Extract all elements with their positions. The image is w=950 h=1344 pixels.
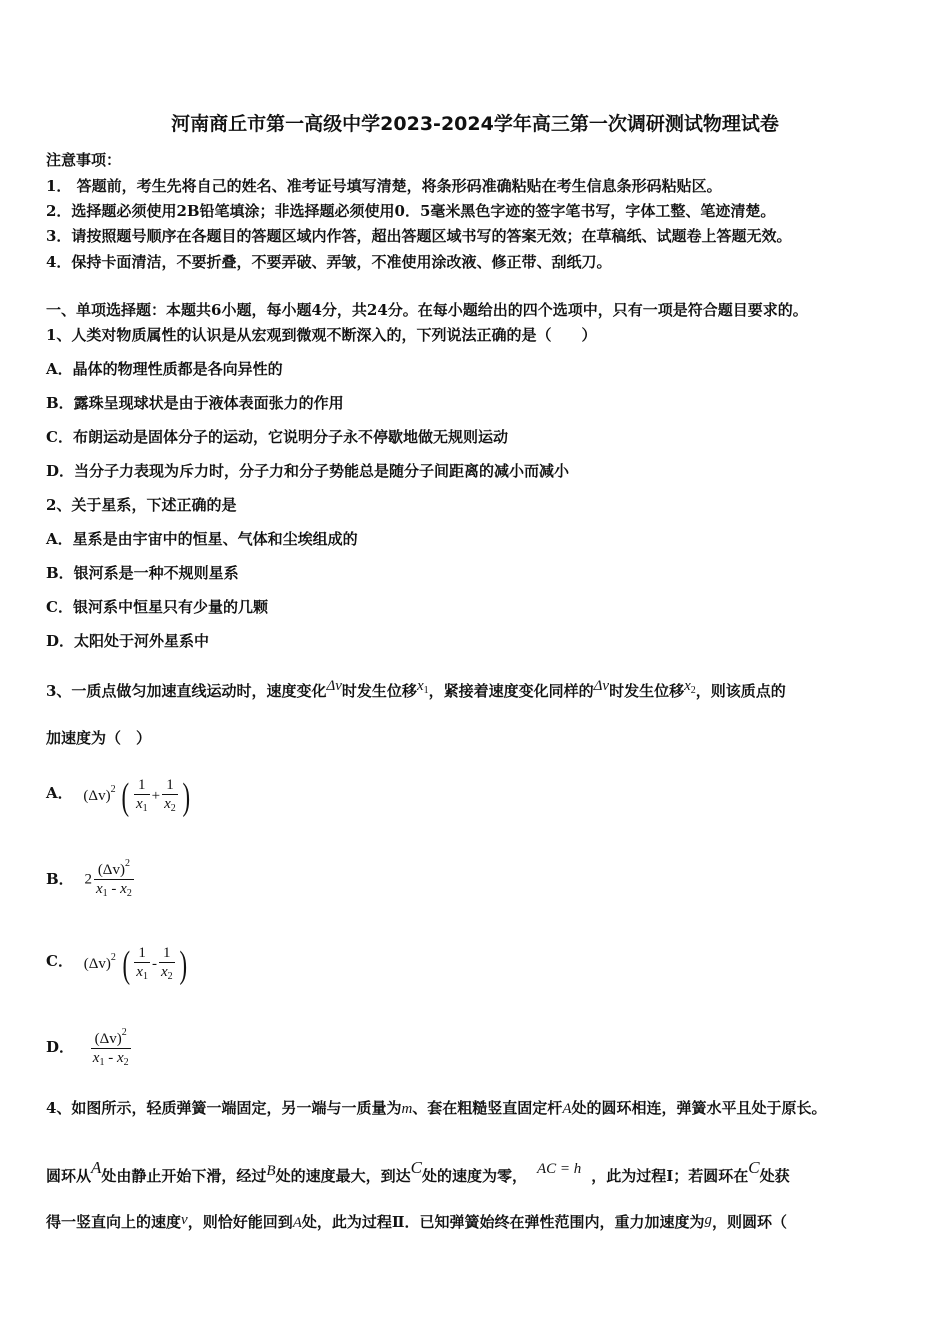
page-title: 河南商丘市第一高级中学2023-2024学年高三第一次调研测试物理试卷 <box>171 113 779 135</box>
q1-option-c: C．布朗运动是固体分子的运动，它说明分子永不停歇地做无规则运动 <box>46 428 508 446</box>
question-4-line1: 4、如图所示，轻质弹簧一端固定，另一端与一质量为m、套在粗糙竖直固定杆A处的圆环相连，弹簧水平且处于原长。 <box>46 1099 827 1117</box>
q3-option-c: C． $(\Delta v)^2$ ( $\frac{1}{x_1}$ - $\frac{1}{x_2}$ ) <box>46 932 189 990</box>
question-2-stem: 2、关于星系，下述正确的是 <box>46 496 237 514</box>
notice-item-3: 3．请按照题号顺序在各题目的答题区域内作答，超出答题区域书写的答案无效；在草稿纸、试题卷上答题无效。 <box>46 227 792 245</box>
question-3-stem: 3、一质点做匀加速直线运动时，速度变化Δv时发生位移$x_1$，紧接着速度变化同样的Δv时发生位移$x_2$，则该质点的 <box>46 678 786 700</box>
notice-item-2: 2．选择题必须使用2B铅笔填涂；非选择题必须使用0．5毫米黑色字迹的签字笔书写，字体工整、笔迹清楚。 <box>46 202 776 220</box>
question-3-stem-line2: 加速度为（ ） <box>46 729 152 747</box>
q3-option-a: A． $(\Delta v)^2$ ( $\frac{1}{x_1}$ + $\frac{1}{x_2}$ ) <box>46 764 192 822</box>
q1-option-b: B．露珠呈现球状是由于液体表面张力的作用 <box>46 394 344 412</box>
q2-option-c: C．银河系中恒星只有少量的几颗 <box>46 598 268 616</box>
notice-item-1: 1． 答题前，考生先将自己的姓名、准考证号填写清楚，将条形码准确粘贴在考生信息条形码粘贴区。 <box>46 177 722 195</box>
notice-heading: 注意事项： <box>46 151 122 169</box>
q1-option-d: D．当分子力表现为斥力时，分子力和分子势能总是随分子间距离的减小而减小 <box>46 462 570 480</box>
q3-option-c-formula: $(\Delta v)^2$ ( $\frac{1}{x_1}$ - $\frac{1}{x_2}$ ) <box>83 943 187 986</box>
section-heading: 一、单项选择题：本题共6小题，每小题4分，共24分。在每小题给出的四个选项中，只有一项是符合题目要求的。 <box>46 301 808 319</box>
q3-option-d-formula: $\frac{(\Delta v)^2}{x_1 - x_2}$ <box>89 1017 133 1077</box>
question-4-line2: 圆环从A处由静止开始下滑，经过B处的速度最大，到达C处的速度为零， AC = h ，此为过程Ⅰ；若圆环在C处获 <box>46 1158 790 1185</box>
q2-option-d: D．太阳处于河外星系中 <box>46 632 210 650</box>
q2-option-b: B．银河系是一种不规则星系 <box>46 564 239 582</box>
notice-item-4: 4．保持卡面清洁，不要折叠，不要弄破、弄皱，不准使用涂改液、修正带、刮纸刀。 <box>46 253 612 271</box>
question-1-stem: 1、人类对物质属性的认识是从宏观到微观不断深入的，下列说法正确的是（ ） <box>46 326 597 344</box>
q3-option-d: D． $\frac{(\Delta v)^2}{x_1 - x_2}$ <box>46 1016 133 1077</box>
question-4-line3: 得一竖直向上的速度v，则恰好能回到A处，此为过程Ⅱ．已知弹簧始终在弹性范围内，重力加速度为g，则圆环（ <box>46 1212 788 1231</box>
q2-option-a: A．星系是由宇宙中的恒星、气体和尘埃组成的 <box>46 530 358 548</box>
q3-option-b-formula: 2 $\frac{(\Delta v)^2}{x_1 - x_2}$ <box>84 849 135 910</box>
q3-option-a-formula: $(\Delta v)^2$ ( $\frac{1}{x_1}$ + $\frac{1}{x_2}$ ) <box>83 775 190 818</box>
q1-option-a: A．晶体的物理性质都是各向异性的 <box>46 360 283 378</box>
q3-option-b: B． 2 $\frac{(\Delta v)^2}{x_1 - x_2}$ <box>46 848 136 909</box>
